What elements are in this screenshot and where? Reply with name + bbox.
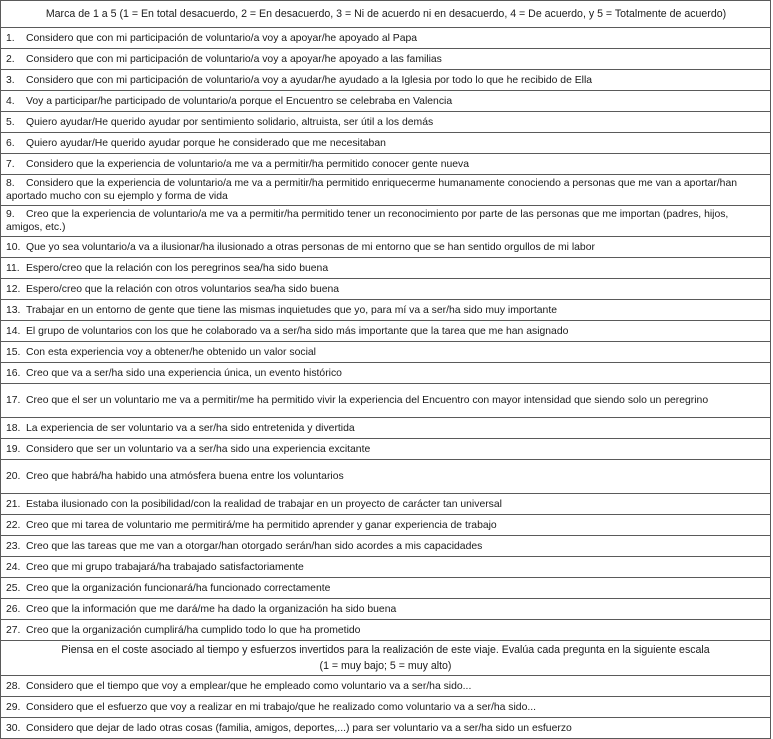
item-text: Considero que dejar de lado otras cosas (familia, amigos, deportes,...) para ser voluntario va a ser/ha sido un esfuerzo — [26, 722, 572, 734]
item-cell — [1, 112, 771, 133]
item-number: 4. — [6, 95, 15, 107]
item-text: Espero/creo que la relación con los peregrinos sea/ha sido buena — [26, 262, 329, 274]
item-text: Considero que la experiencia de voluntario/a me va a permitir/ha permitido conocer gente nueva — [26, 158, 470, 170]
survey-body — [1, 1, 771, 739]
item-cell — [1, 206, 771, 237]
table-row — [1, 342, 771, 363]
table-row — [1, 620, 771, 641]
table-row — [1, 279, 771, 300]
item-cell — [1, 363, 771, 384]
item-text: Considero que ser un voluntario va a ser/ha sido una experiencia excitante — [26, 443, 371, 455]
table-row — [1, 237, 771, 258]
table-row — [1, 439, 771, 460]
table-row — [1, 494, 771, 515]
item-number: 16. — [6, 367, 21, 379]
item-number: 30. — [6, 722, 21, 734]
item-number: 5. — [6, 116, 15, 128]
item-text: Espero/creo que la relación con otros voluntarios sea/ha sido buena — [26, 283, 340, 295]
item-number: 11. — [6, 262, 20, 274]
item-number: 20. — [6, 471, 21, 482]
item-number: 3. — [6, 74, 15, 86]
table-row — [1, 718, 771, 739]
item-text: Creo que habrá/ha habido una atmósfera buena entre los voluntarios — [26, 471, 344, 482]
item-text: El grupo de voluntarios con los que he colaborado va a ser/ha sido más importante que la tarea que me han asignado — [26, 325, 569, 337]
item-cell — [1, 599, 771, 620]
section-header-line1: Piensa en el coste asociado al tiempo y esfuerzos invertidos para la realización de este viaje. Evalúa cada pregunta en la siguiente escala — [61, 644, 710, 656]
item-number: 25. — [6, 582, 21, 594]
item-cell — [1, 175, 771, 206]
scale-header-row — [1, 1, 771, 28]
item-text: Considero que con mi participación de voluntario/a voy a apoyar/he apoyado al Papa — [26, 32, 418, 44]
table-row — [1, 175, 771, 206]
item-text: Que yo sea voluntario/a va a ilusionar/ha ilusionado a otras personas de mi entorno que se han sentido orgullos de mi labor — [26, 241, 595, 253]
item-cell — [1, 439, 771, 460]
item-number: 28. — [6, 680, 21, 692]
item-text: Considero que la experiencia de voluntario/a me va a permitir/ha permitido enriquecerme humanamente conociendo a personas que me van a aportar/han aportado mucho con su ejemplo y forma de vida — [6, 178, 738, 202]
table-row — [1, 28, 771, 49]
item-cell — [1, 321, 771, 342]
item-cell — [1, 676, 771, 697]
item-number: 24. — [6, 561, 21, 573]
item-cell — [1, 460, 771, 494]
item-cell — [1, 697, 771, 718]
item-number: 29. — [6, 701, 21, 713]
table-row — [1, 536, 771, 557]
item-cell — [1, 28, 771, 49]
table-row — [1, 697, 771, 718]
section-header-scale: (1 = muy bajo; 5 = muy alto) — [319, 660, 452, 672]
table-row — [1, 258, 771, 279]
item-cell — [1, 578, 771, 599]
table-row — [1, 112, 771, 133]
table-row — [1, 599, 771, 620]
item-text: Considero que con mi participación de voluntario/a voy a apoyar/he apoyado a las familias — [26, 53, 442, 65]
item-text: Creo que la información que me dará/me ha dado la organización ha sido buena — [26, 603, 397, 615]
table-row — [1, 91, 771, 112]
item-cell — [1, 70, 771, 91]
item-text: Creo que la organización cumplirá/ha cumplido todo lo que ha prometido — [26, 624, 361, 636]
item-number: 9. — [6, 209, 15, 220]
table-row — [1, 384, 771, 418]
item-cell — [1, 154, 771, 175]
item-text: La experiencia de ser voluntario va a ser/ha sido entretenida y divertida — [26, 422, 355, 434]
item-text: Creo que el ser un voluntario me va a permitir/me ha permitido vivir la experiencia del Encuentro con mayor intensidad que siendo solo un peregrino — [26, 395, 709, 406]
item-cell — [1, 279, 771, 300]
table-row — [1, 515, 771, 536]
item-text: Considero que el tiempo que voy a emplear/que he empleado como voluntario va a ser/ha sido... — [26, 680, 472, 692]
table-row — [1, 557, 771, 578]
item-number: 27. — [6, 624, 21, 636]
item-text: Quiero ayudar/He querido ayudar porque he considerado que me necesitaban — [26, 137, 386, 149]
item-cell — [1, 620, 771, 641]
item-cell — [1, 300, 771, 321]
table-row — [1, 363, 771, 384]
item-text: Trabajar en un entorno de gente que tiene las mismas inquietudes que yo, para mí va a ser/ha sido muy importante — [26, 304, 557, 316]
item-number: 6. — [6, 137, 15, 149]
item-number: 1. — [6, 32, 15, 44]
item-cell — [1, 384, 771, 418]
table-row — [1, 300, 771, 321]
table-row — [1, 676, 771, 697]
item-text: Creo que la organización funcionará/ha funcionado correctamente — [26, 582, 331, 594]
item-number: 13. — [6, 304, 21, 316]
item-number: 12. — [6, 283, 21, 295]
item-cell — [1, 718, 771, 739]
item-cell — [1, 258, 771, 279]
item-text: Creo que mi grupo trabajará/ha trabajado satisfactoriamente — [26, 561, 304, 573]
item-number: 15. — [6, 346, 21, 358]
item-number: 17. — [6, 395, 21, 406]
table-row — [1, 578, 771, 599]
item-text: Creo que las tareas que me van a otorgar/han otorgado serán/han sido acordes a mis capacidades — [26, 540, 483, 552]
item-text: Voy a participar/he participado de voluntario/a porque el Encuentro se celebraba en Valencia — [26, 95, 453, 107]
item-text: Considero que el esfuerzo que voy a realizar en mi trabajo/que he realizado como voluntario va a ser/ha sido... — [26, 701, 537, 713]
section-header-row — [1, 641, 771, 676]
item-text: Creo que mi tarea de voluntario me permitirá/me ha permitido aprender y ganar experiencia de trabajo — [26, 519, 497, 531]
item-cell — [1, 237, 771, 258]
table-row — [1, 70, 771, 91]
scale-header: Marca de 1 a 5 (1 = En total desacuerdo, 2 = En desacuerdo, 3 = Ni de acuerdo ni en desacuerdo, 4 = De acuerdo, y 5 = Totalmente de acuerdo) — [1, 1, 771, 28]
item-number: 8. — [6, 178, 15, 189]
item-cell — [1, 557, 771, 578]
table-row — [1, 321, 771, 342]
item-cell — [1, 418, 771, 439]
item-text: Estaba ilusionado con la posibilidad/con la realidad de trabajar en un proyecto de carácter tan universal — [26, 498, 502, 510]
item-number: 22. — [6, 519, 21, 531]
table-row — [1, 154, 771, 175]
item-cell — [1, 536, 771, 557]
item-cell — [1, 342, 771, 363]
item-number: 14. — [6, 325, 21, 337]
item-number: 18. — [6, 422, 21, 434]
item-number: 2. — [6, 53, 15, 65]
item-cell — [1, 515, 771, 536]
item-cell — [1, 494, 771, 515]
table-row — [1, 49, 771, 70]
table-row — [1, 206, 771, 237]
item-cell — [1, 133, 771, 154]
item-text: Creo que la experiencia de voluntario/a me va a permitir/ha permitido tener un reconocimiento por parte de las personas que me importan (padres, hijos, amigos, etc.) — [6, 209, 729, 233]
table-row — [1, 418, 771, 439]
item-cell — [1, 91, 771, 112]
item-text: Considero que con mi participación de voluntario/a voy a ayudar/he ayudado a la Iglesia por todo lo que he recibido de Ella — [26, 74, 593, 86]
item-text: Quiero ayudar/He querido ayudar por sentimiento solidario, altruista, ser útil a los demás — [26, 116, 434, 128]
table-row — [1, 460, 771, 494]
item-text: Creo que va a ser/ha sido una experiencia única, un evento histórico — [26, 367, 342, 379]
item-number: 7. — [6, 158, 15, 170]
section-header — [1, 641, 771, 676]
item-cell — [1, 49, 771, 70]
item-number: 21. — [6, 498, 21, 510]
item-number: 26. — [6, 603, 21, 615]
item-number: 19. — [6, 443, 21, 455]
item-text: Con esta experiencia voy a obtener/he obtenido un valor social — [26, 346, 316, 358]
item-number: 10. — [6, 241, 21, 253]
item-number: 23. — [6, 540, 21, 552]
table-row — [1, 133, 771, 154]
